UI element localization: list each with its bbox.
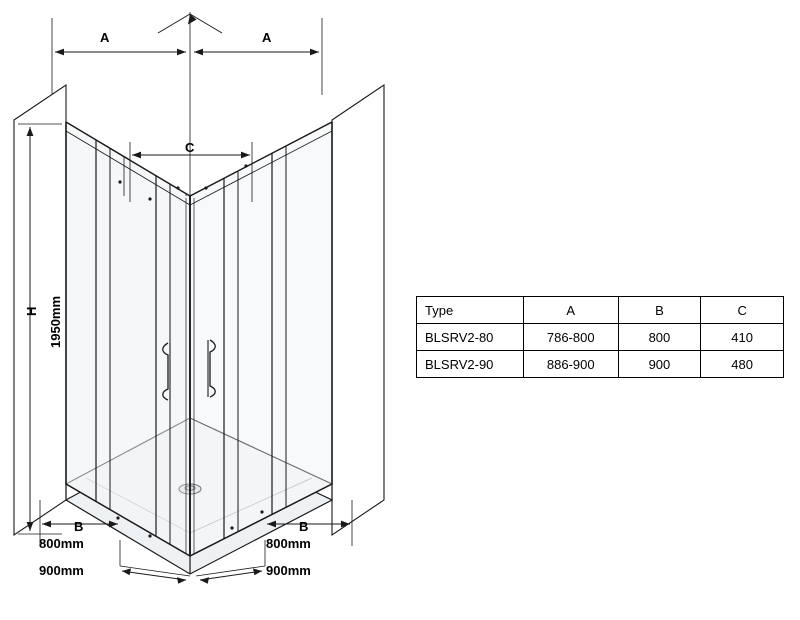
table-header-a: A: [523, 297, 618, 324]
table-header-type: Type: [417, 297, 524, 324]
label-width-left-secondary: 900mm: [39, 563, 84, 578]
cell-type: BLSRV2-80: [417, 324, 524, 351]
label-h: H: [24, 306, 39, 316]
right-glass-wall: [190, 122, 332, 556]
left-glass-wall: [66, 122, 190, 556]
table-row: [417, 351, 784, 378]
label-c: C: [185, 140, 195, 155]
cell-type: BLSRV2-90: [417, 351, 524, 378]
cell-c: 480: [701, 351, 784, 378]
cell-c: 410: [701, 324, 784, 351]
table-header-row: [417, 297, 784, 324]
cell-b: 900: [618, 351, 701, 378]
label-b-left: B: [74, 519, 84, 534]
table-header-b: B: [618, 297, 701, 324]
label-b-right: B: [299, 519, 309, 534]
cell-b: 800: [618, 324, 701, 351]
specification-table: [416, 296, 784, 378]
label-width-left-primary: 800mm: [39, 536, 84, 551]
cell-a: 786-800: [523, 324, 618, 351]
label-width-right-primary: 800mm: [266, 536, 311, 551]
label-a-left: A: [100, 30, 110, 45]
table-row: [417, 324, 784, 351]
cell-a: 886-900: [523, 351, 618, 378]
label-a-right: A: [262, 30, 272, 45]
label-height-value: 1950mm: [48, 295, 63, 348]
label-width-right-secondary: 900mm: [266, 563, 311, 578]
table-header-c: C: [701, 297, 784, 324]
wall-right-panel: [332, 85, 384, 535]
